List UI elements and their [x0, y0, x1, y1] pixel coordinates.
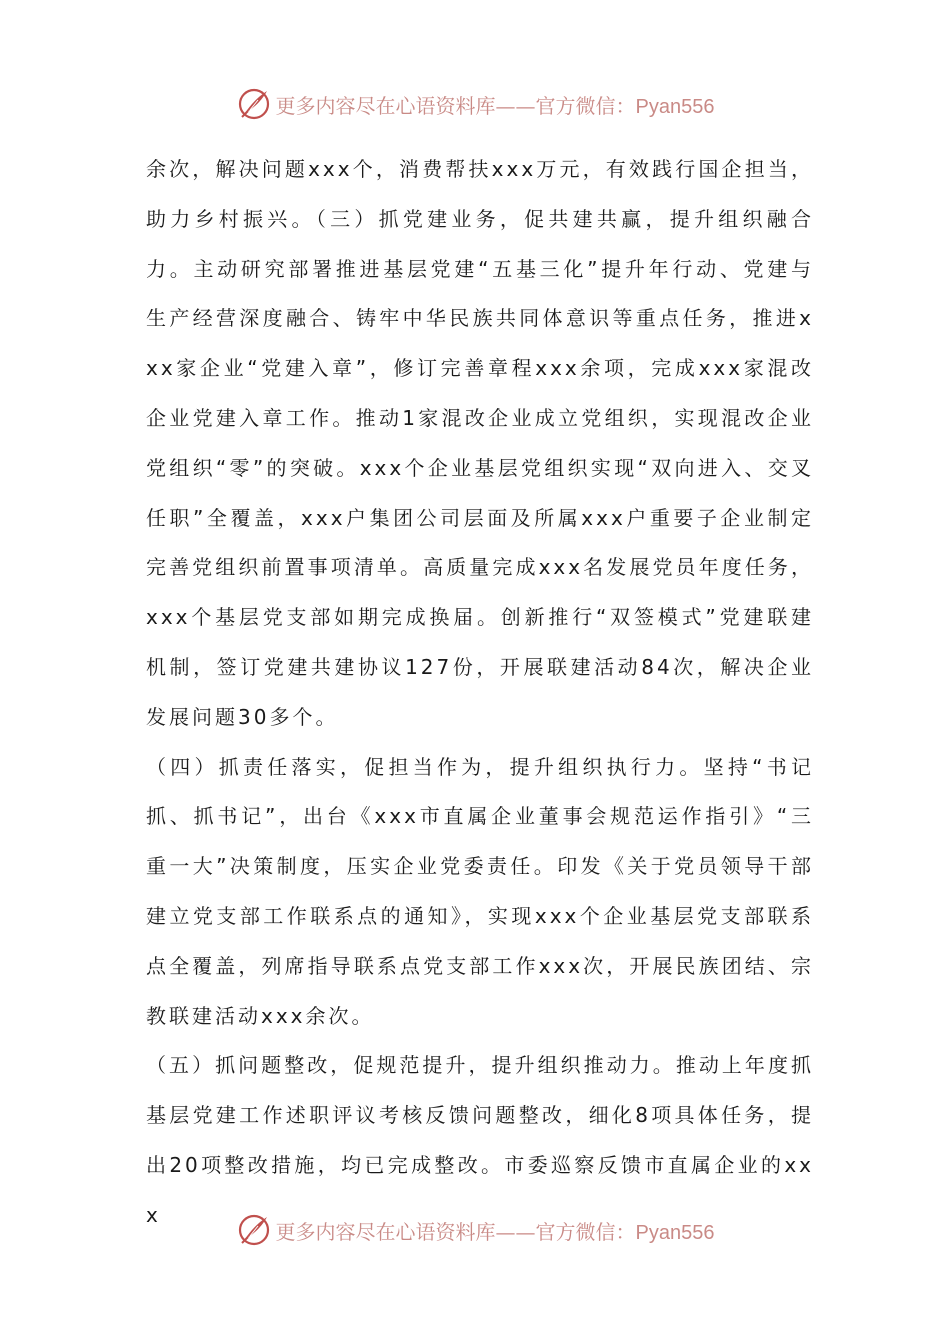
- paragraph-2: （四）抓责任落实，促担当作为，提升组织执行力。坚持“书记抓、抓书记”，出台《xxx市直属企业董事会规范运作指引》“三重一大”决策制度，压实企业党委责任。印发《关于党员领导干部建立党支部工作联系点的通知》，实现xxx个企业基层党支部联系点全覆盖，列席指导联系点党支部工作xxx次，开展民族团结、宗教联建活动xxx余次。: [146, 754, 814, 1028]
- quill-logo-icon: [236, 86, 272, 122]
- paragraph-1: 余次，解决问题xxx个，消费帮扶xxx万元，有效践行国企担当，助力乡村振兴。（三）抓党建业务，促共建共赢，提升组织融合力。主动研究部署推进基层党建“五基三化”提升年行动、党建与生产经营深度融合、铸牢中华民族共同体意识等重点任务，推进xxx家企业“党建入章”，修订完善章程xxx余项，完成xxx家混改企业党建入章工作。推动1家混改企业成立党组织，实现混改企业党组织“零”的突破。xxx个企业基层党组织实现“双向进入、交叉任职”全覆盖，xxx户集团公司层面及所属xxx户重要子企业制定完善党组织前置事项清单。高质量完成xxx名发展党员年度任务，xxx个基层党支部如期完成换届。创新推行“双签模式”党建联建机制，签订党建共建协议127份，开展联建活动84次，解决企业发展问题30多个。: [146, 157, 814, 729]
- watermark-wechat-id: Pyan556: [635, 95, 715, 118]
- watermark-text: 更多内容尽在心语资料库——官方微信：: [275, 93, 636, 118]
- document-body: [146, 145, 814, 1241]
- watermark-text: 更多内容尽在心语资料库——官方微信：: [275, 1219, 636, 1244]
- quill-logo-icon: [236, 1212, 272, 1248]
- footer-watermark: [0, 1210, 950, 1250]
- paragraph-3: （五）抓问题整改，促规范提升，提升组织推动力。推动上年度抓基层党建工作述职评议考核反馈问题整改，细化8项具体任务，提出20项整改措施，均已完成整改。市委巡察反馈市直属企业的xxx: [146, 1053, 814, 1227]
- watermark-wechat-id: Pyan556: [635, 1221, 715, 1244]
- header-watermark: [0, 84, 950, 124]
